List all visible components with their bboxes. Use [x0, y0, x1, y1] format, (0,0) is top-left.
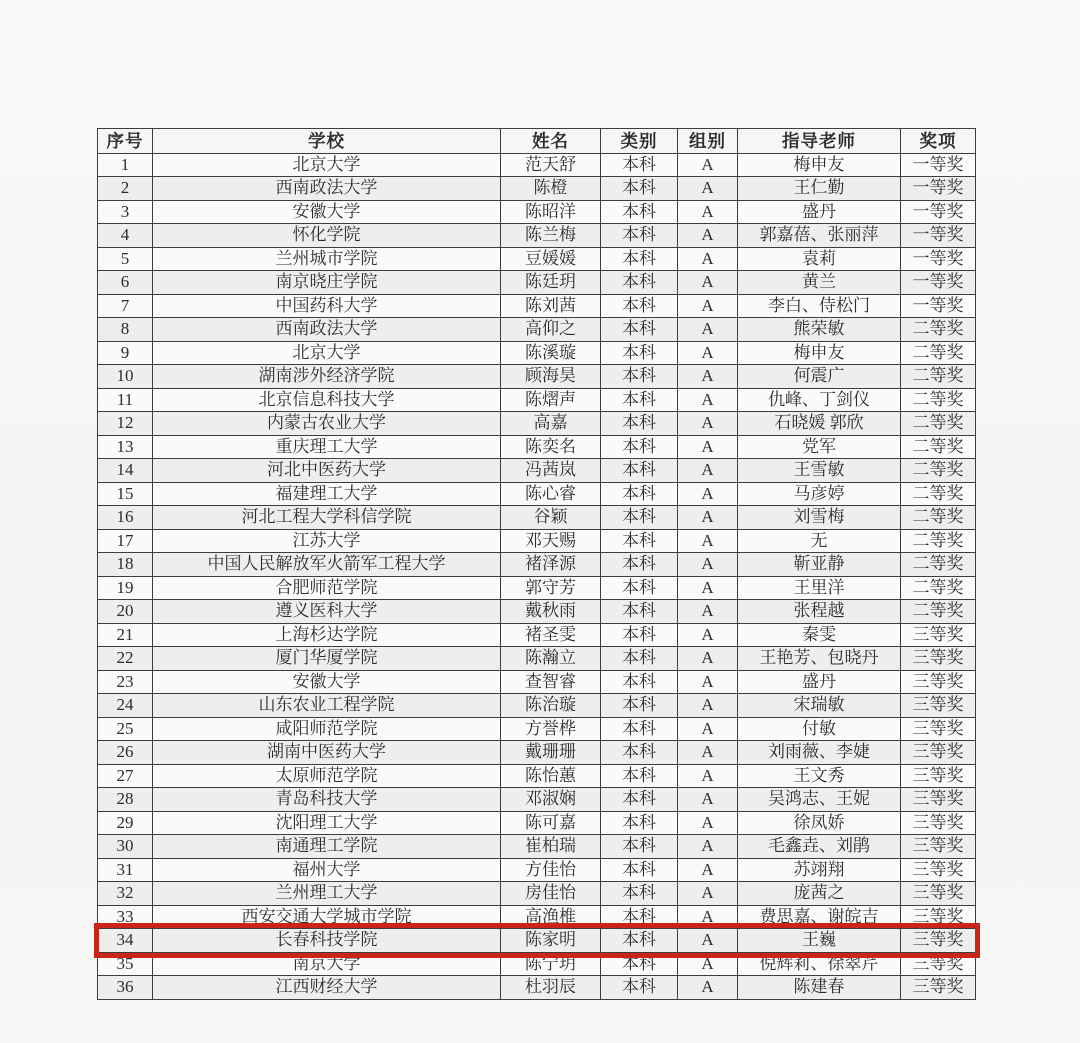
- cell-category: 本科: [601, 459, 678, 483]
- cell-advisor: 袁莉: [738, 247, 901, 271]
- cell-school: 上海杉达学院: [153, 623, 501, 647]
- cell-category: 本科: [601, 600, 678, 624]
- cell-name: 陈怡蕙: [501, 764, 601, 788]
- cell-group: A: [678, 153, 738, 177]
- cell-name: 方佳怡: [501, 858, 601, 882]
- cell-school: 湖南涉外经济学院: [153, 365, 501, 389]
- cell-category: 本科: [601, 623, 678, 647]
- cell-award: 三等奖: [901, 623, 976, 647]
- cell-advisor: 盛丹: [738, 670, 901, 694]
- cell-award: 三等奖: [901, 882, 976, 906]
- cell-group: A: [678, 318, 738, 342]
- cell-school: 合肥师范学院: [153, 576, 501, 600]
- table-row: [98, 576, 976, 600]
- col-header-school: 学校: [153, 129, 501, 154]
- col-header-advisor: 指导老师: [738, 129, 901, 154]
- cell-name: 陈治璇: [501, 694, 601, 718]
- cell-name: 邓天赐: [501, 529, 601, 553]
- cell-name: 陈昭洋: [501, 200, 601, 224]
- cell-name: 冯茜岚: [501, 459, 601, 483]
- table-row: [98, 764, 976, 788]
- cell-award: 三等奖: [901, 741, 976, 765]
- cell-group: A: [678, 647, 738, 671]
- cell-category: 本科: [601, 341, 678, 365]
- cell-name: 陈橙: [501, 177, 601, 201]
- header-row: [98, 129, 976, 154]
- col-header-name: 姓名: [501, 129, 601, 154]
- cell-category: 本科: [601, 388, 678, 412]
- cell-school: 北京信息科技大学: [153, 388, 501, 412]
- cell-group: A: [678, 294, 738, 318]
- cell-group: A: [678, 506, 738, 530]
- cell-school: 厦门华厦学院: [153, 647, 501, 671]
- cell-award: 二等奖: [901, 388, 976, 412]
- cell-advisor: 仇峰、丁剑仪: [738, 388, 901, 412]
- cell-index: 29: [98, 811, 153, 835]
- cell-group: A: [678, 365, 738, 389]
- cell-category: 本科: [601, 294, 678, 318]
- cell-category: 本科: [601, 177, 678, 201]
- cell-school: 安徽大学: [153, 670, 501, 694]
- cell-award: 三等奖: [901, 717, 976, 741]
- table-row: [98, 694, 976, 718]
- cell-index: 23: [98, 670, 153, 694]
- cell-school: 咸阳师范学院: [153, 717, 501, 741]
- cell-index: 28: [98, 788, 153, 812]
- table-row: [98, 177, 976, 201]
- cell-name: 陈家明: [501, 929, 601, 953]
- table-row: [98, 529, 976, 553]
- table-row: [98, 623, 976, 647]
- cell-index: 17: [98, 529, 153, 553]
- cell-school: 中国药科大学: [153, 294, 501, 318]
- cell-award: 二等奖: [901, 365, 976, 389]
- cell-group: A: [678, 835, 738, 859]
- table-row: [98, 835, 976, 859]
- cell-group: A: [678, 529, 738, 553]
- cell-award: 三等奖: [901, 811, 976, 835]
- cell-index: 34: [98, 929, 153, 953]
- cell-advisor: 王巍: [738, 929, 901, 953]
- cell-advisor: 熊荣敏: [738, 318, 901, 342]
- cell-name: 崔柏瑞: [501, 835, 601, 859]
- cell-group: A: [678, 882, 738, 906]
- cell-index: 25: [98, 717, 153, 741]
- cell-index: 20: [98, 600, 153, 624]
- cell-award: 一等奖: [901, 200, 976, 224]
- cell-award: 一等奖: [901, 294, 976, 318]
- cell-group: A: [678, 694, 738, 718]
- cell-award: 二等奖: [901, 529, 976, 553]
- cell-school: 南通理工学院: [153, 835, 501, 859]
- cell-index: 10: [98, 365, 153, 389]
- cell-category: 本科: [601, 788, 678, 812]
- cell-name: 陈廷玥: [501, 271, 601, 295]
- cell-award: 一等奖: [901, 224, 976, 248]
- cell-award: 三等奖: [901, 952, 976, 976]
- cell-group: A: [678, 858, 738, 882]
- cell-school: 西安交通大学城市学院: [153, 905, 501, 929]
- cell-group: A: [678, 482, 738, 506]
- cell-award: 三等奖: [901, 858, 976, 882]
- cell-group: A: [678, 741, 738, 765]
- cell-advisor: 王雪敏: [738, 459, 901, 483]
- table-row: [98, 858, 976, 882]
- cell-category: 本科: [601, 529, 678, 553]
- cell-advisor: 无: [738, 529, 901, 553]
- table-row: [98, 388, 976, 412]
- cell-school: 北京大学: [153, 341, 501, 365]
- cell-group: A: [678, 435, 738, 459]
- cell-index: 7: [98, 294, 153, 318]
- cell-index: 2: [98, 177, 153, 201]
- cell-category: 本科: [601, 412, 678, 436]
- col-header-category: 类别: [601, 129, 678, 154]
- table-row: [98, 647, 976, 671]
- cell-name: 范天舒: [501, 153, 601, 177]
- cell-advisor: 刘雨薇、李婕: [738, 741, 901, 765]
- cell-group: A: [678, 553, 738, 577]
- cell-name: 高嘉: [501, 412, 601, 436]
- cell-advisor: 毛鑫垚、刘鹃: [738, 835, 901, 859]
- cell-award: 二等奖: [901, 341, 976, 365]
- cell-advisor: 秦雯: [738, 623, 901, 647]
- cell-group: A: [678, 717, 738, 741]
- cell-index: 14: [98, 459, 153, 483]
- cell-category: 本科: [601, 929, 678, 953]
- cell-award: 一等奖: [901, 177, 976, 201]
- cell-index: 13: [98, 435, 153, 459]
- table-row: [98, 153, 976, 177]
- cell-school: 西南政法大学: [153, 318, 501, 342]
- cell-index: 27: [98, 764, 153, 788]
- cell-advisor: 费思嘉、谢皖吉: [738, 905, 901, 929]
- cell-category: 本科: [601, 247, 678, 271]
- cell-name: 查智睿: [501, 670, 601, 694]
- cell-award: 二等奖: [901, 459, 976, 483]
- cell-name: 褚泽源: [501, 553, 601, 577]
- cell-index: 11: [98, 388, 153, 412]
- cell-advisor: 盛丹: [738, 200, 901, 224]
- cell-award: 一等奖: [901, 247, 976, 271]
- cell-advisor: 倪辉莉、徐翠芹: [738, 952, 901, 976]
- cell-name: 豆媛媛: [501, 247, 601, 271]
- cell-group: A: [678, 905, 738, 929]
- table-row: [98, 341, 976, 365]
- cell-school: 江西财经大学: [153, 976, 501, 1000]
- cell-advisor: 马彦婷: [738, 482, 901, 506]
- table-row: [98, 200, 976, 224]
- cell-school: 太原师范学院: [153, 764, 501, 788]
- cell-name: 陈溪璇: [501, 341, 601, 365]
- cell-advisor: 徐凤娇: [738, 811, 901, 835]
- cell-group: A: [678, 623, 738, 647]
- table-row: [98, 294, 976, 318]
- cell-name: 陈瀚立: [501, 647, 601, 671]
- cell-advisor: 王艳芳、包晓丹: [738, 647, 901, 671]
- cell-award: 二等奖: [901, 553, 976, 577]
- cell-award: 三等奖: [901, 647, 976, 671]
- cell-award: 二等奖: [901, 318, 976, 342]
- cell-index: 1: [98, 153, 153, 177]
- table-row: [98, 670, 976, 694]
- cell-group: A: [678, 811, 738, 835]
- cell-group: A: [678, 952, 738, 976]
- cell-school: 河北中医药大学: [153, 459, 501, 483]
- cell-school: 兰州城市学院: [153, 247, 501, 271]
- cell-name: 高渔椎: [501, 905, 601, 929]
- cell-index: 16: [98, 506, 153, 530]
- cell-award: 三等奖: [901, 976, 976, 1000]
- cell-school: 内蒙古农业大学: [153, 412, 501, 436]
- cell-name: 褚圣雯: [501, 623, 601, 647]
- cell-category: 本科: [601, 271, 678, 295]
- cell-name: 戴秋雨: [501, 600, 601, 624]
- cell-school: 江苏大学: [153, 529, 501, 553]
- cell-group: A: [678, 200, 738, 224]
- cell-advisor: 梅申友: [738, 153, 901, 177]
- table-row: [98, 905, 976, 929]
- cell-name: 陈宁玥: [501, 952, 601, 976]
- cell-group: A: [678, 576, 738, 600]
- cell-category: 本科: [601, 153, 678, 177]
- cell-award: 二等奖: [901, 600, 976, 624]
- table-row: [98, 811, 976, 835]
- cell-index: 3: [98, 200, 153, 224]
- cell-index: 24: [98, 694, 153, 718]
- cell-category: 本科: [601, 835, 678, 859]
- table-row: [98, 412, 976, 436]
- cell-category: 本科: [601, 905, 678, 929]
- table-body: [98, 153, 976, 999]
- cell-group: A: [678, 388, 738, 412]
- cell-award: 一等奖: [901, 153, 976, 177]
- cell-school: 青岛科技大学: [153, 788, 501, 812]
- cell-advisor: 李白、侍松门: [738, 294, 901, 318]
- cell-name: 戴珊珊: [501, 741, 601, 765]
- cell-category: 本科: [601, 506, 678, 530]
- cell-index: 32: [98, 882, 153, 906]
- table-row: [98, 318, 976, 342]
- cell-school: 北京大学: [153, 153, 501, 177]
- table-row: [98, 459, 976, 483]
- cell-advisor: 吴鸿志、王妮: [738, 788, 901, 812]
- cell-school: 河北工程大学科信学院: [153, 506, 501, 530]
- cell-advisor: 党军: [738, 435, 901, 459]
- cell-award: 二等奖: [901, 506, 976, 530]
- cell-name: 方誉桦: [501, 717, 601, 741]
- cell-advisor: 刘雪梅: [738, 506, 901, 530]
- cell-name: 高仰之: [501, 318, 601, 342]
- cell-school: 福州大学: [153, 858, 501, 882]
- cell-name: 陈可嘉: [501, 811, 601, 835]
- cell-category: 本科: [601, 482, 678, 506]
- cell-category: 本科: [601, 670, 678, 694]
- cell-advisor: 王仁勤: [738, 177, 901, 201]
- cell-school: 南京大学: [153, 952, 501, 976]
- col-header-index: 序号: [98, 129, 153, 154]
- cell-advisor: 苏翊翔: [738, 858, 901, 882]
- table-row: [98, 929, 976, 953]
- cell-advisor: 宋瑞敏: [738, 694, 901, 718]
- cell-advisor: 靳亚静: [738, 553, 901, 577]
- table-row: [98, 882, 976, 906]
- cell-school: 兰州理工大学: [153, 882, 501, 906]
- cell-advisor: 何震广: [738, 365, 901, 389]
- cell-name: 房佳怡: [501, 882, 601, 906]
- cell-category: 本科: [601, 365, 678, 389]
- cell-group: A: [678, 412, 738, 436]
- cell-category: 本科: [601, 576, 678, 600]
- cell-school: 福建理工大学: [153, 482, 501, 506]
- cell-school: 沈阳理工大学: [153, 811, 501, 835]
- table-row: [98, 952, 976, 976]
- cell-group: A: [678, 224, 738, 248]
- cell-school: 南京晓庄学院: [153, 271, 501, 295]
- table-row: [98, 600, 976, 624]
- cell-name: 谷颖: [501, 506, 601, 530]
- cell-school: 长春科技学院: [153, 929, 501, 953]
- table-row: [98, 717, 976, 741]
- cell-award: 三等奖: [901, 835, 976, 859]
- col-header-award: 奖项: [901, 129, 976, 154]
- cell-category: 本科: [601, 435, 678, 459]
- cell-category: 本科: [601, 952, 678, 976]
- cell-index: 22: [98, 647, 153, 671]
- cell-advisor: 付敏: [738, 717, 901, 741]
- awards-table: [97, 128, 976, 1000]
- cell-school: 山东农业工程学院: [153, 694, 501, 718]
- cell-award: 一等奖: [901, 271, 976, 295]
- cell-index: 5: [98, 247, 153, 271]
- cell-category: 本科: [601, 318, 678, 342]
- cell-award: 二等奖: [901, 412, 976, 436]
- table-row: [98, 506, 976, 530]
- cell-award: 三等奖: [901, 788, 976, 812]
- cell-index: 26: [98, 741, 153, 765]
- cell-group: A: [678, 341, 738, 365]
- cell-category: 本科: [601, 764, 678, 788]
- cell-category: 本科: [601, 553, 678, 577]
- cell-name: 陈兰梅: [501, 224, 601, 248]
- cell-category: 本科: [601, 694, 678, 718]
- cell-school: 中国人民解放军火箭军工程大学: [153, 553, 501, 577]
- cell-advisor: 王文秀: [738, 764, 901, 788]
- cell-school: 湖南中医药大学: [153, 741, 501, 765]
- cell-category: 本科: [601, 224, 678, 248]
- cell-award: 三等奖: [901, 694, 976, 718]
- cell-index: 21: [98, 623, 153, 647]
- cell-advisor: 黄兰: [738, 271, 901, 295]
- cell-index: 33: [98, 905, 153, 929]
- cell-advisor: 梅申友: [738, 341, 901, 365]
- cell-group: A: [678, 459, 738, 483]
- cell-school: 遵义医科大学: [153, 600, 501, 624]
- cell-index: 35: [98, 952, 153, 976]
- cell-group: A: [678, 976, 738, 1000]
- cell-advisor: 郭嘉蓓、张丽萍: [738, 224, 901, 248]
- cell-award: 二等奖: [901, 435, 976, 459]
- cell-school: 怀化学院: [153, 224, 501, 248]
- cell-advisor: 石晓媛 郭欣: [738, 412, 901, 436]
- cell-index: 4: [98, 224, 153, 248]
- cell-advisor: 张程越: [738, 600, 901, 624]
- table-row: [98, 482, 976, 506]
- cell-index: 36: [98, 976, 153, 1000]
- table-row: [98, 976, 976, 1000]
- cell-category: 本科: [601, 717, 678, 741]
- table-row: [98, 224, 976, 248]
- cell-group: A: [678, 788, 738, 812]
- cell-advisor: 庞茜之: [738, 882, 901, 906]
- cell-index: 12: [98, 412, 153, 436]
- cell-award: 三等奖: [901, 670, 976, 694]
- cell-group: A: [678, 764, 738, 788]
- cell-category: 本科: [601, 200, 678, 224]
- cell-index: 8: [98, 318, 153, 342]
- table-row: [98, 247, 976, 271]
- cell-category: 本科: [601, 882, 678, 906]
- table-row: [98, 553, 976, 577]
- cell-name: 陈心睿: [501, 482, 601, 506]
- col-header-group: 组别: [678, 129, 738, 154]
- cell-advisor: 王里洋: [738, 576, 901, 600]
- cell-index: 18: [98, 553, 153, 577]
- cell-group: A: [678, 247, 738, 271]
- cell-group: A: [678, 929, 738, 953]
- cell-name: 郭守芳: [501, 576, 601, 600]
- cell-category: 本科: [601, 647, 678, 671]
- table-row: [98, 435, 976, 459]
- cell-name: 顾海昊: [501, 365, 601, 389]
- cell-category: 本科: [601, 858, 678, 882]
- cell-group: A: [678, 177, 738, 201]
- table-row: [98, 788, 976, 812]
- cell-advisor: 陈建春: [738, 976, 901, 1000]
- table-row: [98, 271, 976, 295]
- cell-name: 邓淑娴: [501, 788, 601, 812]
- cell-category: 本科: [601, 741, 678, 765]
- cell-index: 15: [98, 482, 153, 506]
- cell-name: 陈熠声: [501, 388, 601, 412]
- cell-group: A: [678, 600, 738, 624]
- cell-category: 本科: [601, 976, 678, 1000]
- cell-index: 9: [98, 341, 153, 365]
- cell-name: 陈奕名: [501, 435, 601, 459]
- cell-index: 31: [98, 858, 153, 882]
- cell-index: 30: [98, 835, 153, 859]
- cell-award: 二等奖: [901, 576, 976, 600]
- cell-index: 6: [98, 271, 153, 295]
- cell-award: 二等奖: [901, 482, 976, 506]
- cell-name: 陈刘茜: [501, 294, 601, 318]
- cell-category: 本科: [601, 811, 678, 835]
- cell-group: A: [678, 670, 738, 694]
- cell-award: 三等奖: [901, 905, 976, 929]
- cell-group: A: [678, 271, 738, 295]
- cell-name: 杜羽辰: [501, 976, 601, 1000]
- cell-award: 三等奖: [901, 929, 976, 953]
- cell-school: 重庆理工大学: [153, 435, 501, 459]
- cell-award: 三等奖: [901, 764, 976, 788]
- cell-school: 安徽大学: [153, 200, 501, 224]
- cell-school: 西南政法大学: [153, 177, 501, 201]
- table-row: [98, 365, 976, 389]
- cell-index: 19: [98, 576, 153, 600]
- table-row: [98, 741, 976, 765]
